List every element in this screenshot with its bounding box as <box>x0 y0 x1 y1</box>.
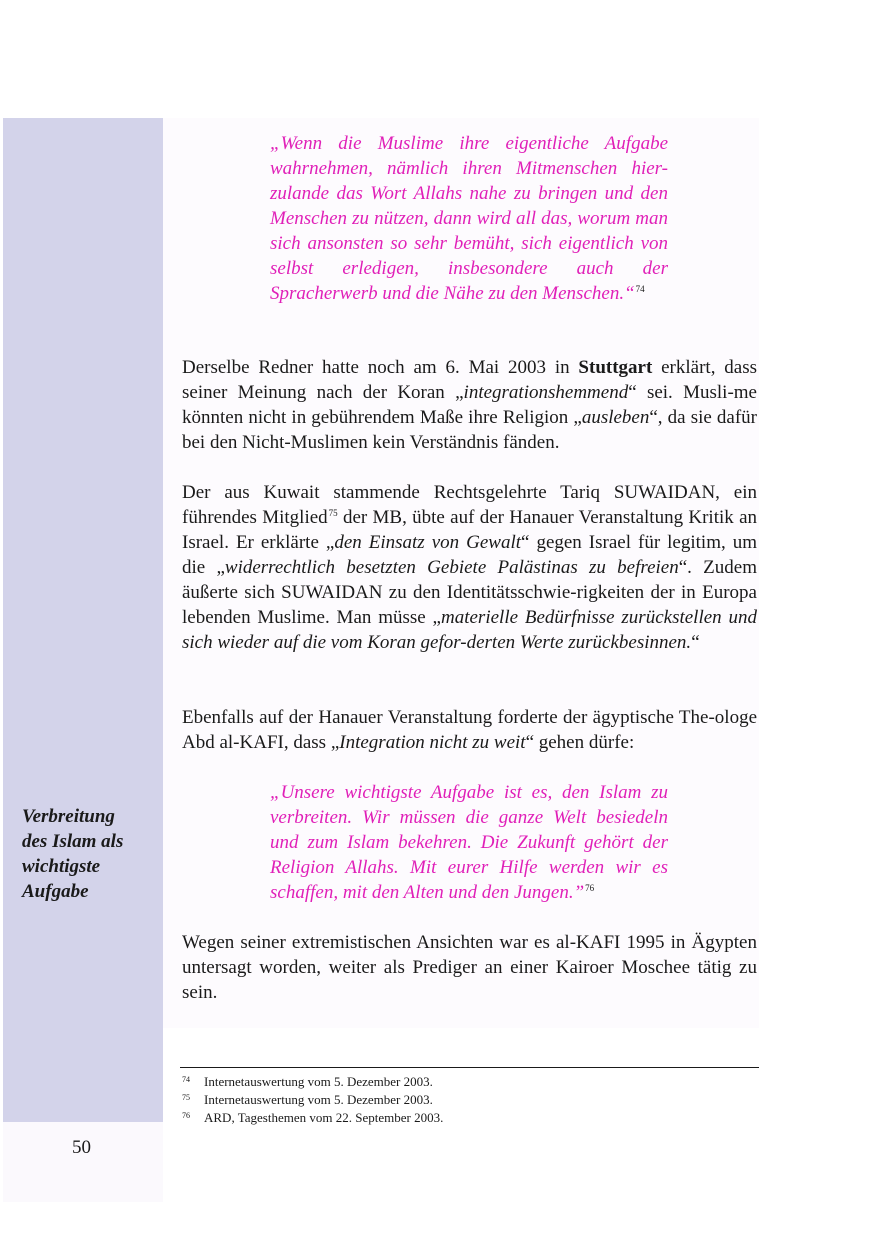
footnote-number: 74 <box>182 1075 190 1084</box>
footnote-number: 75 <box>182 1093 190 1102</box>
footnote-item <box>182 1091 757 1109</box>
text-run: Der aus Kuwait stammende Rechtsgelehrte Tariq SUWAIDAN, ein führendes Mitglied <box>182 482 757 528</box>
paragraph-1 <box>182 355 757 455</box>
footnote-divider <box>180 1067 759 1068</box>
sidebar-band <box>3 118 163 1122</box>
text-run: “. Zudem äußerte sich SUWAIDAN zu den Identitätsschwie-rigkeiten der in Europa lebenden Muslime. Man müsse „ <box>182 557 757 628</box>
paragraph-3 <box>182 705 757 755</box>
footnote-text: ARD, Tagesthemen vom 22. September 2003. <box>204 1110 444 1125</box>
footnote-number: 76 <box>182 1111 190 1120</box>
footnote-item <box>182 1109 757 1127</box>
page-number: 50 <box>72 1137 91 1158</box>
footnote-ref[interactable]: 74 <box>635 283 645 294</box>
text-run: “, da sie dafür bei den Nicht-Muslimen kein Verständnis fänden. <box>182 407 758 453</box>
italic-quote: widerrechtlich besetzten Gebiete Palästinas zu befreien <box>224 557 679 578</box>
margin-note-line: wichtigste <box>22 856 101 877</box>
footnote-text: Internetauswertung vom 5. Dezember 2003. <box>204 1092 433 1107</box>
margin-note-line: Aufgabe <box>22 881 89 902</box>
quote-text: „Wenn die Muslime ihre eigentliche Aufgabe wahrnehmen, nämlich ihren Mitmenschen hier-zulande das Wort Allahs nahe zu bringen und den Menschen zu nützen, dann wird all das, worum man sich ansonsten so sehr bemüht, sich eigentlich von selbst erledigen, insbesondere auch der Spracherwerb und die Nähe zu den Menschen.“ <box>270 133 668 304</box>
text-run: “ gegen Israel für legitim, um die „ <box>182 532 757 578</box>
footnote-item <box>182 1073 757 1091</box>
bold-place-name: Stuttgart <box>578 357 653 378</box>
text-run: “ <box>691 632 700 653</box>
text-run: Derselbe Redner hatte noch am 6. Mai 2003 in <box>182 357 579 378</box>
footnote-ref[interactable]: 76 <box>585 882 595 893</box>
text-run: Ebenfalls auf der Hanauer Veranstaltung forderte der ägyptische The-ologe Abd al-KAFI, dass „ <box>182 707 757 753</box>
footnotes <box>182 1073 757 1127</box>
italic-quote: Integration nicht zu weit <box>339 732 526 753</box>
text-run: “ sei. Musli-me könnten nicht in gebührendem Maße ihre Religion „ <box>182 382 757 428</box>
italic-quote: integrationshemmend <box>463 382 629 403</box>
italic-quote: materielle Bedürfnisse zurückstellen und sich wieder auf die vom Koran gefor-derten Werte zurückbesinnen. <box>182 607 757 653</box>
margin-note-line: des Islam als <box>22 831 124 852</box>
footnote-ref[interactable]: 75 <box>328 507 338 518</box>
italic-quote: ausleben <box>581 407 650 428</box>
quote-block-2 <box>270 780 668 905</box>
paragraph-2 <box>182 480 757 655</box>
text-run: der MB, übte auf der Hanauer Veranstaltung Kritik an Israel. Er erklärte „ <box>182 507 758 553</box>
italic-quote: den Einsatz von Gewalt <box>334 532 522 553</box>
text-run: “ gehen dürfe: <box>525 732 635 753</box>
paragraph-4: Wegen seiner extremistischen Ansichten war es al-KAFI 1995 in Ägypten untersagt worden, weiter als Prediger an einer Kairoer Moschee tätig zu sein. <box>182 932 757 1003</box>
sidebar-footer-band <box>3 1122 163 1202</box>
quote-block-1 <box>270 131 668 306</box>
text-run: erklärt, dass seiner Meinung nach der Koran „ <box>182 357 757 403</box>
margin-note <box>22 804 157 904</box>
quote-text: „Unsere wichtigste Aufgabe ist es, den Islam zu verbreiten. Wir müssen die ganze Welt besiedeln und zum Islam bekehren. Die Zukunft gehört der Religion Allahs. Mit eurer Hilfe werden wir es schaffen, mit den Alten und den Jungen.” <box>270 782 668 903</box>
margin-note-line: Verbreitung <box>22 806 115 827</box>
footnote-text: Internetauswertung vom 5. Dezember 2003. <box>204 1074 433 1089</box>
